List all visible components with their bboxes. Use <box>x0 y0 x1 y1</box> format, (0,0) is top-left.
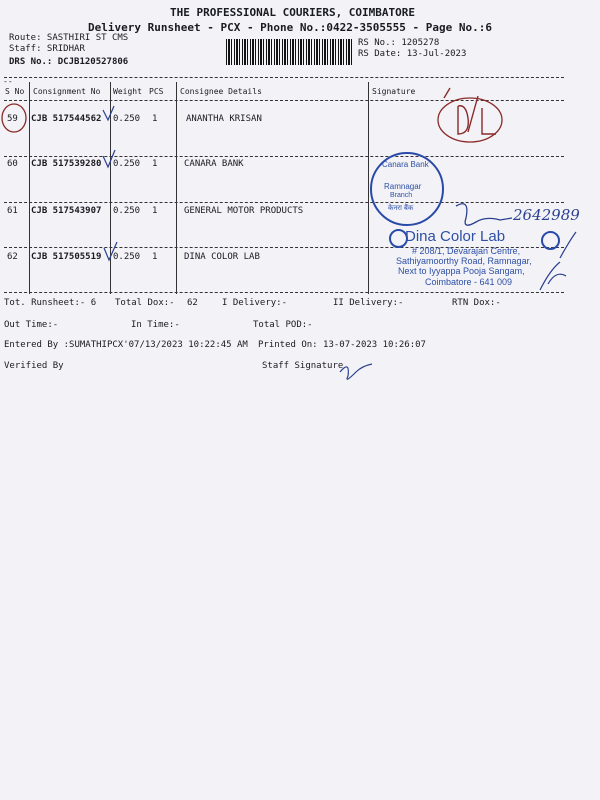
dina-logo-right-icon <box>541 231 560 250</box>
col-weight: Weight <box>113 87 142 96</box>
col-consignee: Consignee Details <box>180 87 262 96</box>
runsheet-title: Delivery Runsheet - PCX - Phone No.:0422-3505555 - Page No.:6 <box>88 21 492 34</box>
row-59-weight: 0.250 <box>113 114 141 124</box>
row-61-weight: 0.250 <box>113 206 141 216</box>
dina-addr-line1: # 208/1, Devarajan Centre, <box>412 246 521 256</box>
row-61-sno: 61 <box>7 206 18 216</box>
dina-stamp-name: Dina Color Lab <box>405 228 506 245</box>
col-sno: S No <box>5 87 25 96</box>
drs-no: DRS No.: DCJB120527806 <box>9 57 129 67</box>
total-pod: Total POD:- <box>253 320 313 330</box>
row-62-weight: 0.250 <box>113 252 141 262</box>
total-dox-value: 62 <box>187 298 198 308</box>
col-consignment: Consignment No <box>33 87 101 96</box>
canara-bank-stamp <box>370 152 444 226</box>
check-mark-icon <box>104 242 117 260</box>
row-59-sno: 59 <box>7 114 18 124</box>
row-59-consignment: CJB 517544562 <box>31 114 102 124</box>
check-mark-icon <box>103 106 114 120</box>
circle-mark-icon <box>2 104 26 132</box>
verified-by: Verified By <box>4 361 64 371</box>
dl-signature-icon <box>444 88 496 134</box>
tot-runsheet: Tot. Runsheet:- 6 <box>4 298 97 308</box>
check-mark-icon <box>103 150 115 167</box>
dl-circle-icon <box>438 98 502 142</box>
row-61-pcs: 1 <box>152 206 158 216</box>
canara-stamp-hindi: केनरा बैंक <box>388 205 414 212</box>
out-time: Out Time:- <box>4 320 59 330</box>
col-signature: Signature <box>372 87 416 96</box>
handwritten-number: 2642989 <box>513 206 580 224</box>
staff-signature-scribble-icon <box>340 364 372 379</box>
row-61-consignment: CJB 517543907 <box>31 206 102 216</box>
staff-label: Staff: SRIDHAR <box>9 44 85 54</box>
signature-scribble-icon <box>456 204 512 225</box>
row-60-consignment: CJB 517539280 <box>31 159 102 169</box>
dina-addr-line2: Sathiyamoorthy Road, Ramnagar, <box>396 256 532 266</box>
canara-stamp-top: Canara Bank <box>382 160 429 169</box>
in-time: In Time:- <box>131 320 180 330</box>
rs-no: RS No.: 1205278 <box>358 38 440 48</box>
entered-by: Entered By :SUMATHIPCX'07/13/2023 10:22:45 AM <box>4 340 248 350</box>
i-delivery: I Delivery:- <box>222 298 288 308</box>
row-62-consignment: CJB 517505519 <box>31 252 102 262</box>
dina-addr-line4: Coimbatore - 641 009 <box>425 277 513 287</box>
header-dash-marker: -- <box>3 77 13 86</box>
row-60-sno: 60 <box>7 159 18 169</box>
ii-delivery: II Delivery:- <box>333 298 404 308</box>
row-59-pcs: 1 <box>152 114 158 124</box>
canara-stamp-mid: Ramnagar <box>384 182 422 191</box>
row-62-sno: 62 <box>7 252 18 262</box>
canara-stamp-branch: Branch <box>390 192 413 199</box>
total-dox-label: Total Dox:- <box>115 298 175 308</box>
staff-signature-label: Staff Signature <box>262 361 344 371</box>
row-61-consignee: GENERAL MOTOR PRODUCTS <box>184 206 304 216</box>
row-62-consignee: DINA COLOR LAB <box>184 252 260 262</box>
route-label: Route: SASTHIRI ST CMS <box>9 33 129 43</box>
row-60-consignee: CANARA BANK <box>184 159 244 169</box>
rs-date: RS Date: 13-Jul-2023 <box>358 49 467 59</box>
printed-on: Printed On: 13-07-2023 10:26:07 <box>258 340 426 350</box>
row-62-pcs: 1 <box>152 252 158 262</box>
row-60-weight: 0.250 <box>113 159 141 169</box>
row-59-consignee: ANANTHA KRISAN <box>186 114 262 124</box>
dina-addr-line3: Next to Iyyappa Pooja Sangam, <box>398 266 525 276</box>
company-title: THE PROFESSIONAL COURIERS, COIMBATORE <box>170 6 416 19</box>
rtn-dox: RTN Dox:- <box>452 298 501 308</box>
col-pcs: PCS <box>149 87 164 96</box>
row-60-pcs: 1 <box>152 159 158 169</box>
